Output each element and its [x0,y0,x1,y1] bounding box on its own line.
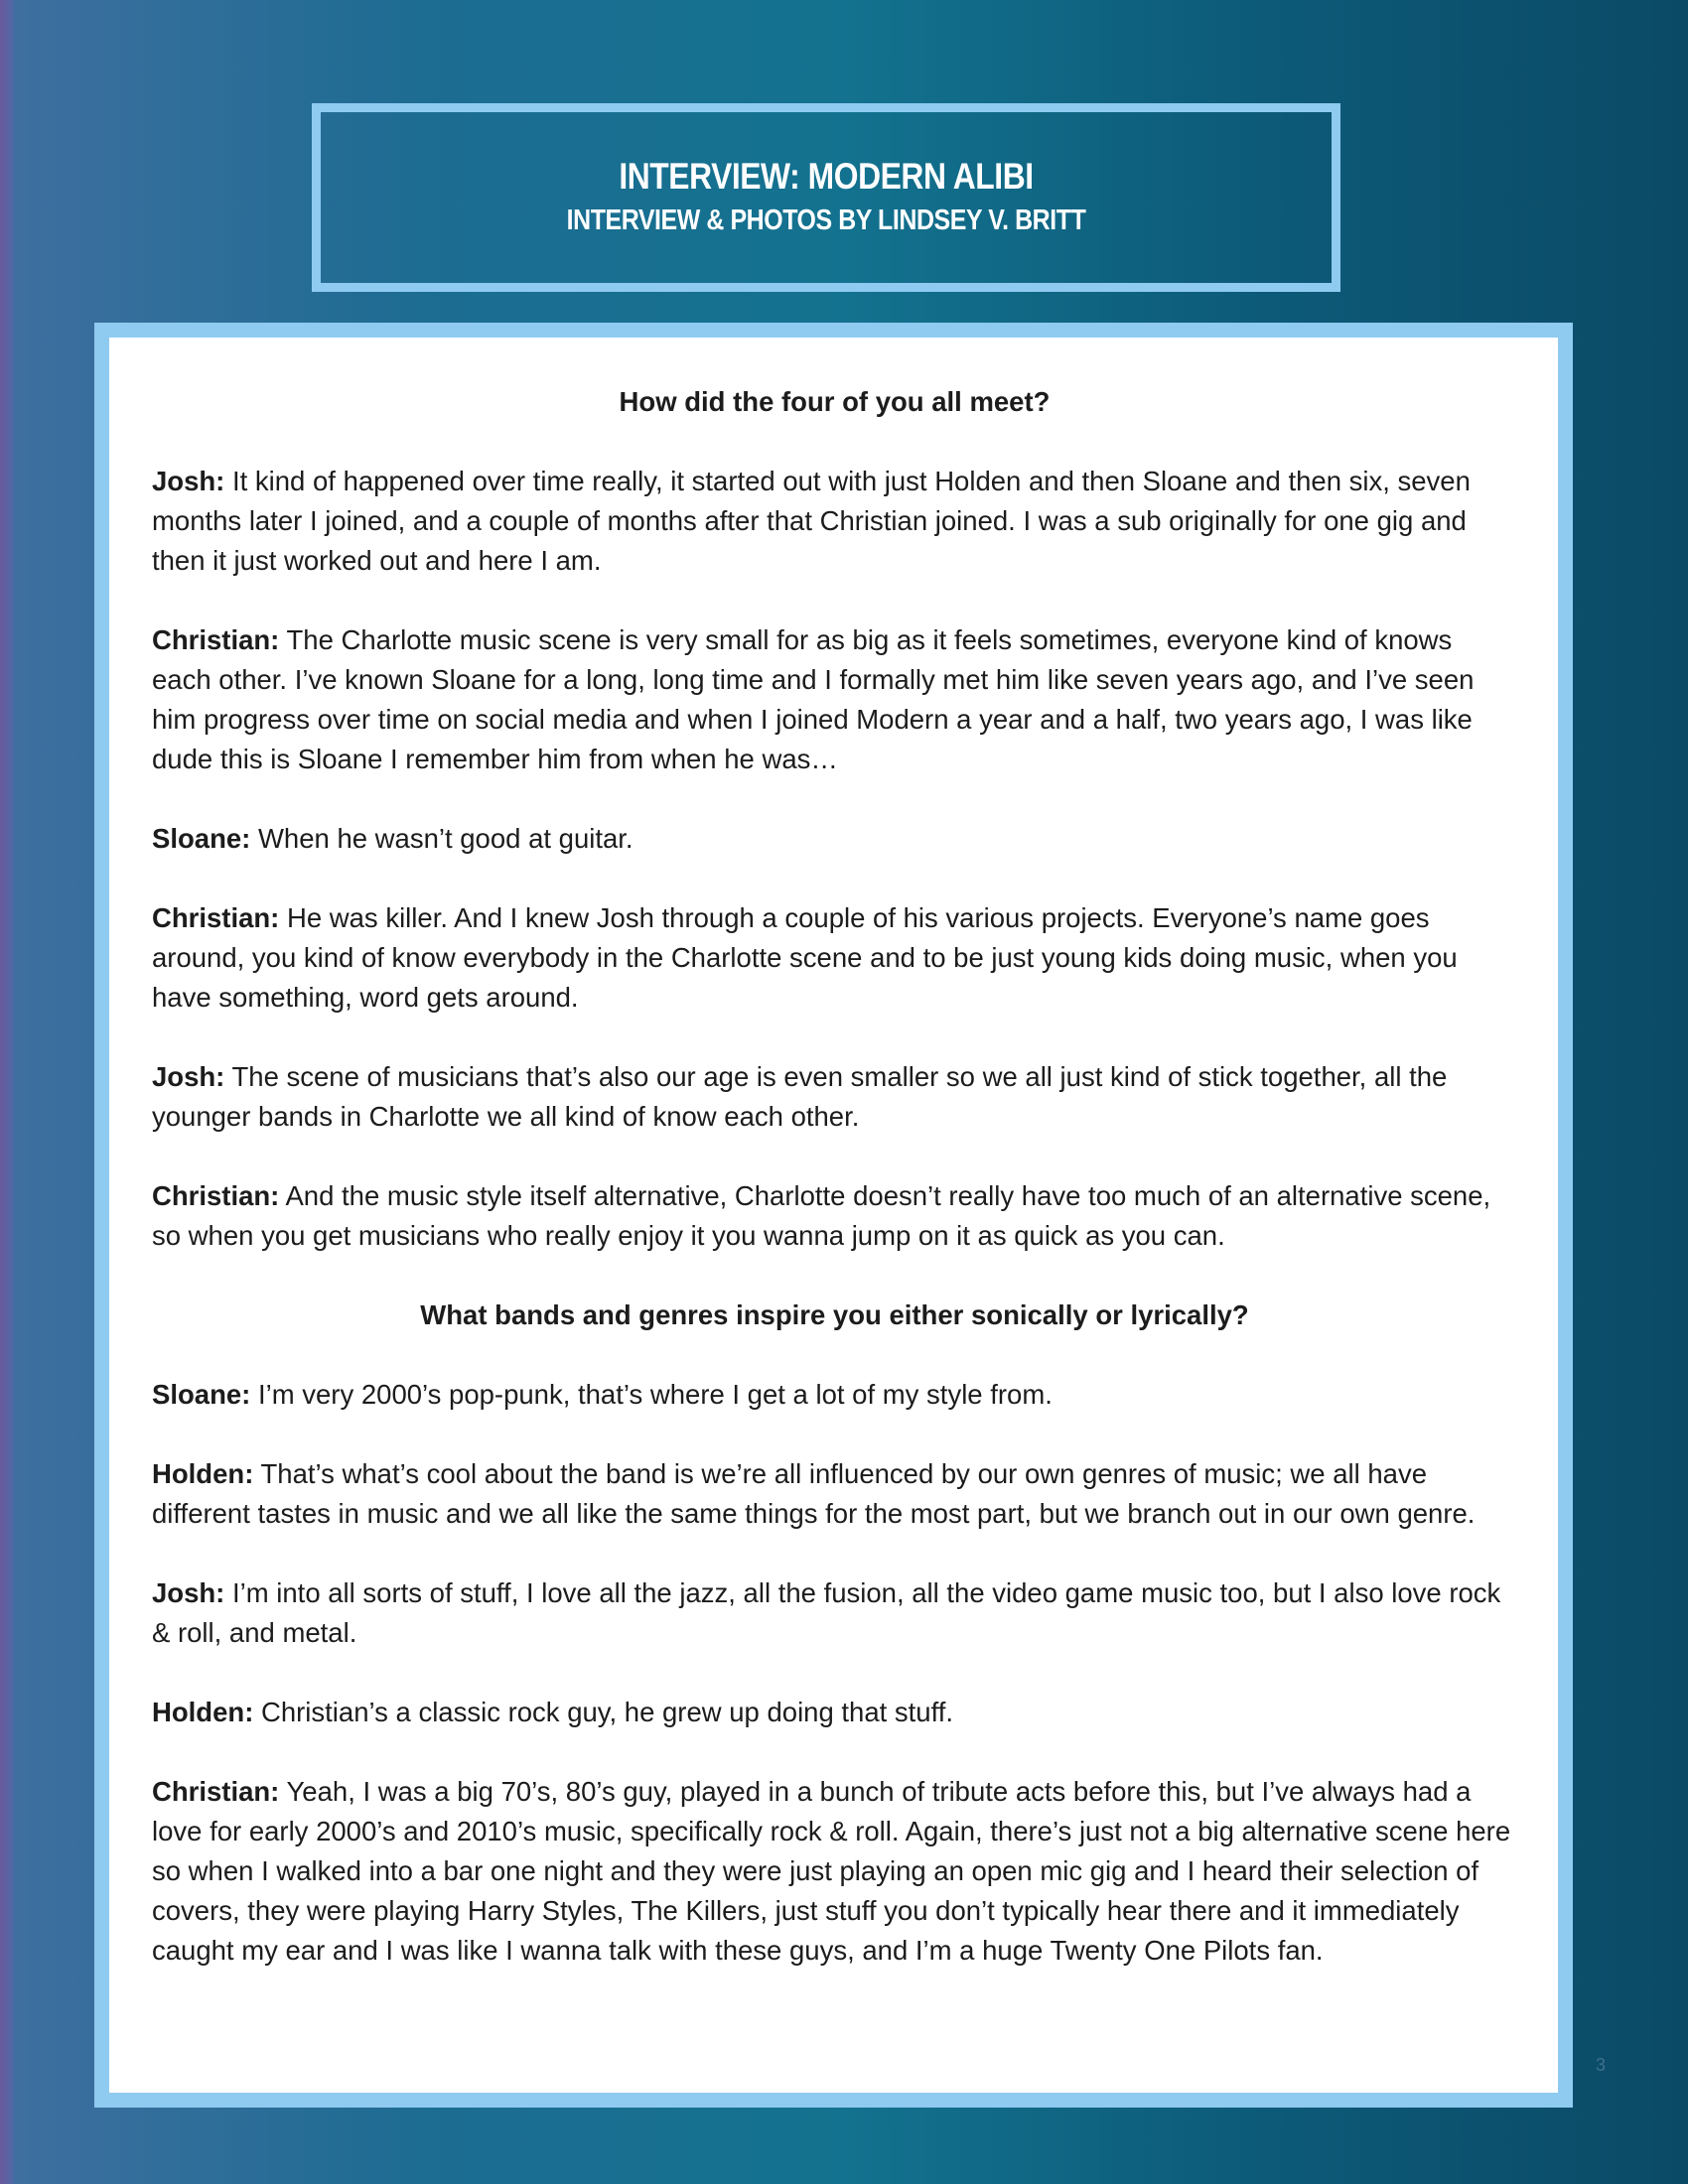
answer-text: It kind of happened over time really, it started out with just Holden and then Sloane and then six, seven months later I joined, and a couple of months after that Christian joined. I was a sub originally for one gig and then it just worked out and here I am. [152,466,1471,576]
speaker-name: Christian: [152,902,280,933]
interview-text [152,382,1517,1971]
speaker-name: Josh: [152,466,225,496]
speaker-name: Christian: [152,624,280,655]
speaker-name: Holden: [152,1697,254,1727]
answer-paragraph [152,1375,1517,1415]
answer-text: That’s what’s cool about the band is we’re all influenced by our own genres of music; we all have different tastes in music and we all like the same things for the most part, but we branch out in our own genre. [152,1458,1476,1529]
answer-text: Yeah, I was a big 70’s, 80’s guy, played in a bunch of tribute acts before this, but I’ve always had a love for early 2000’s and 2010’s music, specifically rock & roll. Again, there’s just not a big alternative scene here so when I walked into a bar one night and they were just playing an open mic gig and I heard their selection of covers, they were playing Harry Styles, The Killers, just stuff you don’t typically hear there and it immediately caught my ear and I was like I wanna talk with these guys, and I’m a huge Twenty One Pilots fan. [152,1776,1511,1966]
answer-text: I’m into all sorts of stuff, I love all the jazz, all the fusion, all the video game music too, but I also love rock & roll, and metal. [152,1577,1501,1648]
answer-paragraph [152,1693,1517,1732]
answer-paragraph [152,462,1517,581]
article-title: INTERVIEW: MODERN ALIBI [619,156,1034,197]
answer-paragraph [152,620,1517,779]
question-1: How did the four of you all meet? [619,386,1051,417]
interview-body-panel [94,323,1573,2108]
answer-text: When he wasn’t good at guitar. [250,823,633,854]
speaker-name: Holden: [152,1458,254,1489]
page-number: 3 [1596,2055,1607,2075]
answer-paragraph [152,1176,1517,1256]
answer-text: And the music style itself alternative, Charlotte doesn’t really have too much of an alternative scene, so when you get musicians who really enjoy it you wanna jump on it as quick as you can. [152,1180,1491,1251]
answer-paragraph [152,1573,1517,1653]
speaker-name: Sloane: [152,1379,251,1410]
article-byline: INTERVIEW & PHOTOS BY LINDSEY V. BRITT [566,204,1086,236]
answer-text: The Charlotte music scene is very small for as big as it feels sometimes, everyone kind of knows each other. I’ve known Sloane for a long, long time and I formally met him like seven years ago, and I’ve seen him progress over time on social media and when I joined Modern a year and a half, two years ago, I was like dude this is Sloane I remember him from when he was… [152,624,1475,774]
page-edge-accent [0,0,14,2184]
answer-paragraph [152,898,1517,1018]
answer-paragraph [152,1454,1517,1534]
speaker-name: Sloane: [152,823,251,854]
answer-paragraph [152,819,1517,859]
speaker-name: Josh: [152,1577,225,1608]
title-box [312,103,1340,292]
answer-text: The scene of musicians that’s also our age is even smaller so we all just kind of stick together, all the younger bands in Charlotte we all kind of know each other. [152,1061,1448,1132]
question-2: What bands and genres inspire you either sonically or lyrically? [420,1299,1249,1330]
answer-paragraph [152,1772,1517,1971]
speaker-name: Christian: [152,1776,280,1807]
answer-text: I’m very 2000’s pop-punk, that’s where I get a lot of my style from. [250,1379,1053,1410]
speaker-name: Josh: [152,1061,225,1092]
speaker-name: Christian: [152,1180,280,1211]
answer-text: He was killer. And I knew Josh through a couple of his various projects. Everyone’s name goes around, you kind of know everybody in the Charlotte scene and to be just young kids doing music, when you have something, word gets around. [152,902,1458,1013]
answer-text: Christian’s a classic rock guy, he grew up doing that stuff. [253,1697,954,1727]
answer-paragraph [152,1057,1517,1137]
